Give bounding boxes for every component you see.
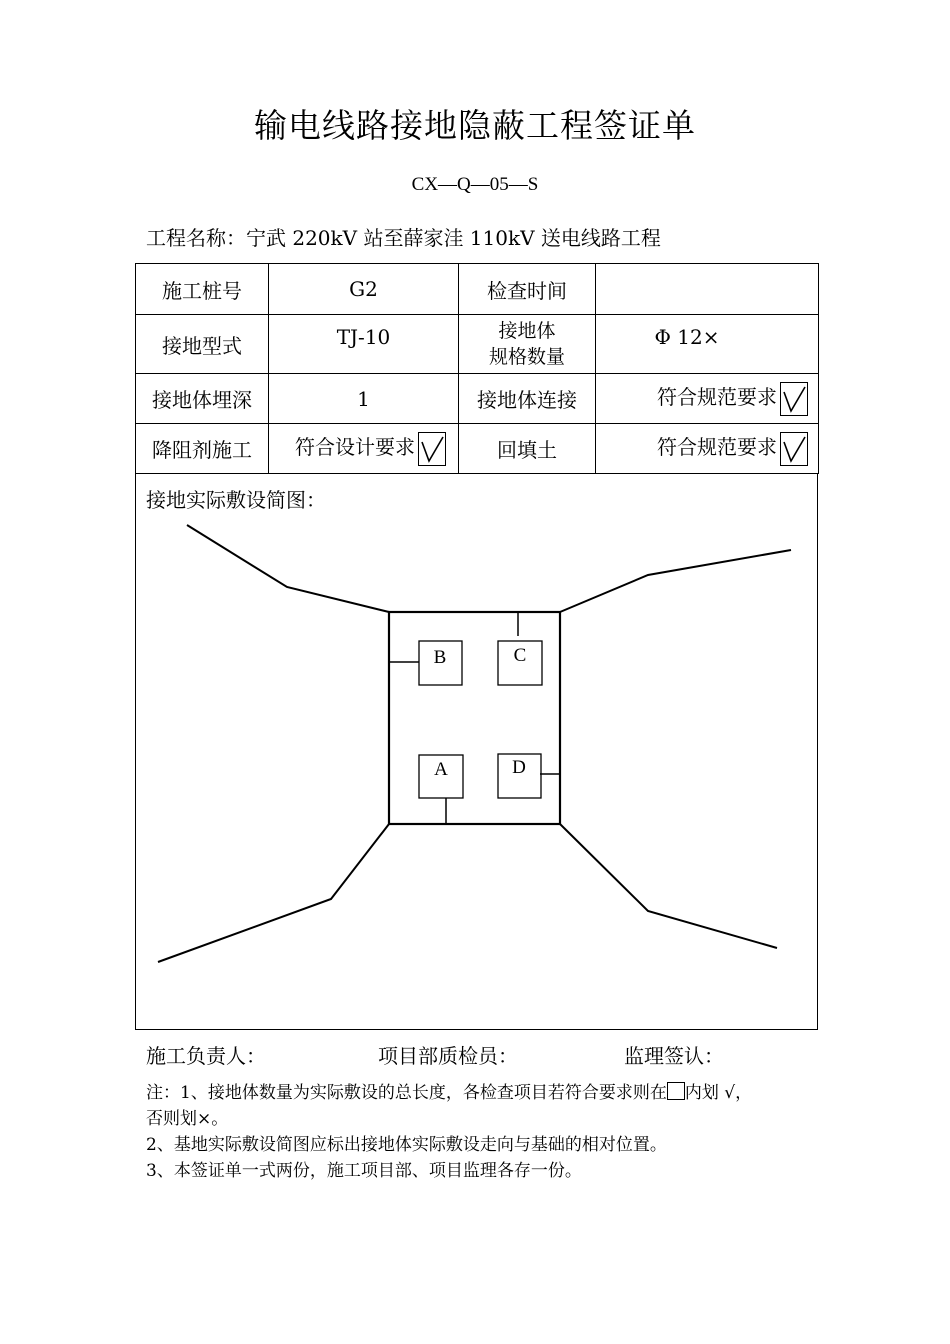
footing-label-b: B bbox=[433, 647, 447, 668]
footing-label-a: A bbox=[434, 759, 448, 780]
note-2: 2、基地实际敷设简图应标出接地体实际敷设走向与基础的相对位置。 bbox=[146, 1135, 667, 1155]
note-1 bbox=[146, 1080, 826, 1106]
footing-label-c: C bbox=[513, 645, 527, 666]
empty-checkbox-icon bbox=[667, 1082, 685, 1100]
note-1-cont: 否则划×。 bbox=[146, 1109, 229, 1129]
label-grounding-spec-line1: 接地体 bbox=[498, 320, 556, 342]
signature-quality-inspector: 项目部质检员： bbox=[378, 1044, 518, 1068]
note-1-text-a: 注：1、接地体数量为实际敷设的总长度，各检查项目若符合要求则在 bbox=[146, 1083, 667, 1103]
grounding-spec-text: Φ 12× bbox=[654, 325, 720, 349]
backfill-text: 符合规范要求 bbox=[657, 435, 777, 460]
label-inspection-time: 检查时间 bbox=[459, 264, 596, 315]
grounding-line-bottom-left bbox=[158, 824, 389, 962]
label-backfill: 回填土 bbox=[459, 424, 596, 474]
notes bbox=[146, 1080, 826, 1184]
label-pile-number: 施工桩号 bbox=[136, 264, 269, 315]
footing-label-d: D bbox=[512, 757, 526, 778]
label-resistance-agent: 降阻剂施工 bbox=[136, 424, 269, 474]
connection-text: 符合规范要求 bbox=[657, 385, 777, 410]
project-name: 工程名称：宁武 220kV 站至薛家洼 110kV 送电线路工程 bbox=[146, 226, 661, 250]
signature-supervisor: 监理签认： bbox=[624, 1044, 724, 1068]
grounding-line-top-right bbox=[560, 550, 791, 612]
label-connection: 接地体连接 bbox=[459, 374, 596, 424]
grounding-line-bottom-right bbox=[560, 824, 777, 948]
label-burial-depth: 接地体埋深 bbox=[136, 374, 269, 424]
label-grounding-type: 接地型式 bbox=[136, 315, 269, 374]
resistance-agent-text: 符合设计要求 bbox=[295, 435, 415, 460]
value-pile-number: G2 bbox=[269, 264, 459, 315]
foundation-outline bbox=[389, 612, 560, 824]
note-1-text-b: 内划 √， bbox=[684, 1083, 753, 1103]
label-grounding-spec-line2: 规格数量 bbox=[488, 346, 565, 368]
signature-construction-lead: 施工负责人： bbox=[146, 1044, 266, 1068]
value-burial-depth: 1 bbox=[269, 374, 459, 424]
document-title: 输电线路接地隐蔽工程签证单 bbox=[254, 106, 696, 145]
grounding-type-text: TJ-10 bbox=[336, 325, 391, 349]
form-code: CX—Q—05—S bbox=[411, 174, 539, 195]
note-3: 3、本签证单一式两份，施工项目部、项目监理各存一份。 bbox=[146, 1161, 582, 1181]
grounding-line-top-left bbox=[187, 525, 389, 612]
sketch-label: 接地实际敷设简图： bbox=[146, 488, 326, 512]
